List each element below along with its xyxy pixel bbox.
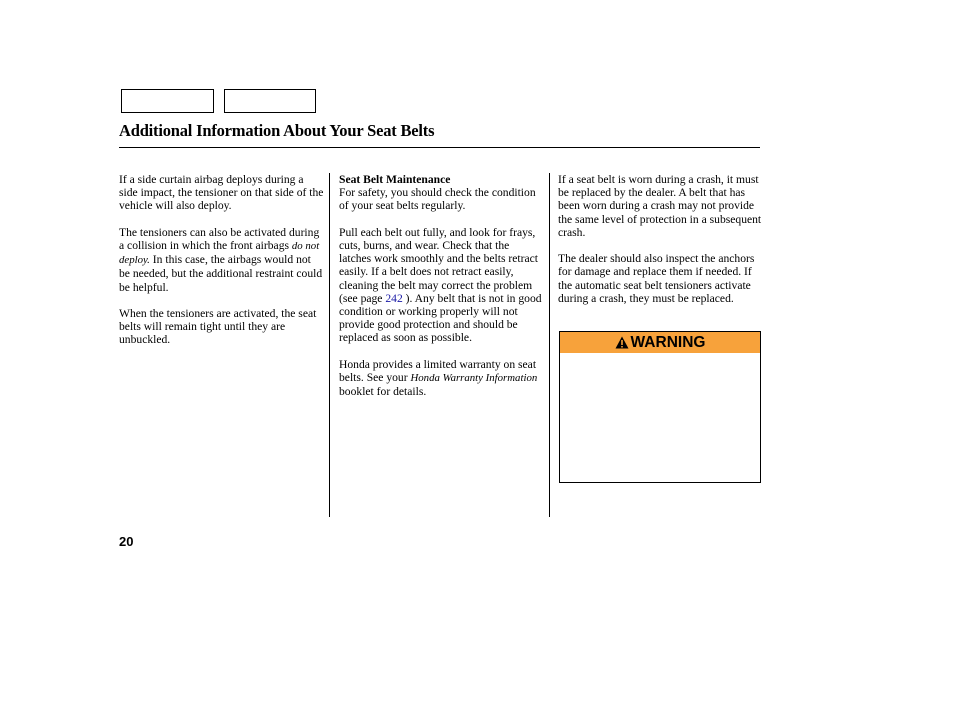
- left-paragraph-1: If a side curtain airbag deploys during a side impact, the tensioner on that side of the vehicle will also deploy.: [119, 173, 324, 213]
- left-paragraph-2: The tensioners can also be activated during a collision in which the front airbags do not deploy. In this case, the airbags would not be needed, but the additional restraint could be helpful.: [119, 225, 323, 294]
- italic-booklet-title: Honda Warranty Information: [410, 372, 538, 385]
- warning-box: [559, 331, 761, 483]
- warning-label: WARNING: [630, 333, 706, 351]
- section-subheading: Seat Belt Maintenance: [339, 173, 451, 186]
- warning-header: [560, 332, 760, 353]
- middle-paragraph-1: Seat Belt Maintenance For safety, you should check the condition of your seat belts regularly.: [339, 173, 544, 213]
- warning-triangle-icon: [615, 336, 629, 349]
- page-number: 20: [119, 534, 134, 549]
- right-column: [558, 173, 764, 318]
- nav-button-1[interactable]: [121, 89, 214, 113]
- column-divider-1: [329, 173, 330, 517]
- middle-column: [339, 173, 544, 412]
- page-reference-link[interactable]: 242: [385, 291, 403, 305]
- column-divider-2: [549, 173, 550, 517]
- right-paragraph-2: The dealer should also inspect the anchors for damage and replace them if needed. If the automatic seat belt tensioners activate during a crash, they must be replaced.: [558, 252, 755, 305]
- middle-paragraph-3: Honda provides a limited warranty on seat belts. See your Honda Warranty Information booklet for details.: [339, 357, 538, 399]
- page-title: Additional Information About Your Seat Belts: [119, 121, 435, 140]
- left-column: [119, 173, 324, 360]
- title-divider: [119, 147, 760, 148]
- italic-emphasis: do not deploy.: [119, 240, 320, 267]
- right-paragraph-1: If a seat belt is worn during a crash, it must be replaced by the dealer. A belt that has been worn during a crash may not provide the same level of protection in a subsequent crash.: [558, 173, 762, 239]
- middle-paragraph-2: Pull each belt out fully, and look for frays, cuts, burns, and wear. Check that the latches work smoothly and the belts retract easily. If a belt does not retract easily, cleaning the belt may correct the problem (see page 242 ). Any belt that is not in good condition or working properly will not provide good protection and should be replaced as soon as possible.: [339, 225, 542, 345]
- left-paragraph-3: When the tensioners are activated, the seat belts will remain tight until they are unbuckled.: [119, 307, 317, 347]
- nav-button-2[interactable]: [224, 89, 316, 113]
